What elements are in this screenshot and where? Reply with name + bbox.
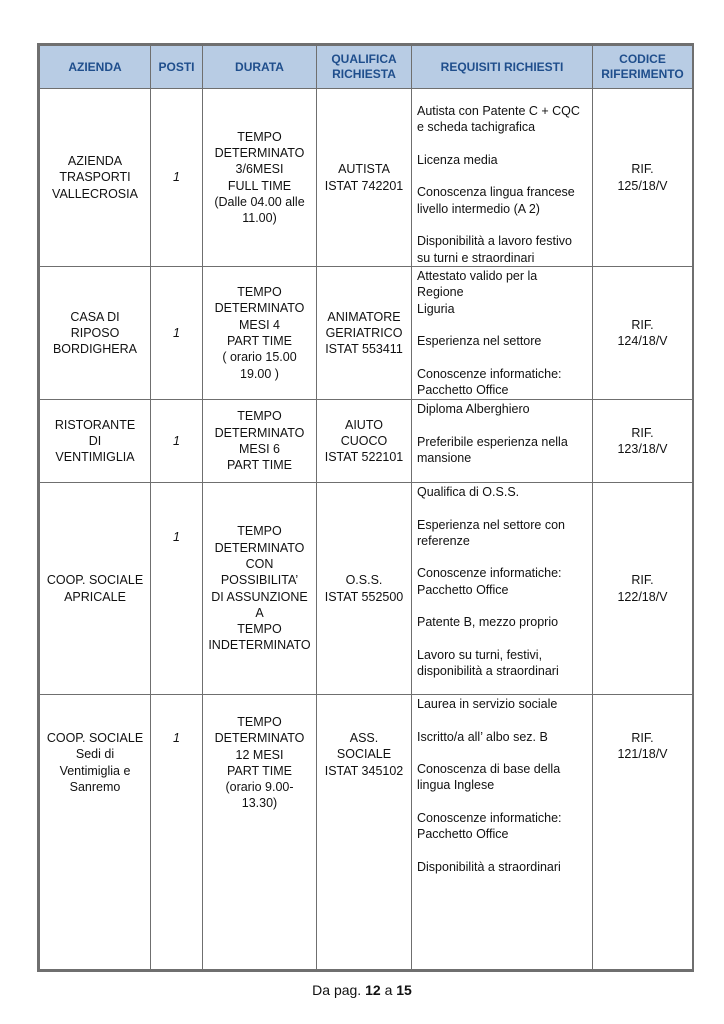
header-row [40,46,693,89]
cell-codice: RIF. 121/18/V [593,695,693,970]
cell-codice: RIF. 122/18/V [593,483,693,695]
cell-durata: TEMPO DETERMINATO 12 MESI PART TIME (orario 9.00- 13.30) [203,695,317,970]
cell-durata: TEMPO DETERMINATO MESI 6 PART TIME [203,400,317,483]
cell-qualifica: AUTISTA ISTAT 742201 [317,89,412,267]
footer-total-pages: 15 [396,982,412,998]
cell-qualifica: O.S.S. ISTAT 552500 [317,483,412,695]
table-row [40,695,693,970]
cell-codice: RIF. 125/18/V [593,89,693,267]
header-durata: DURATA [203,46,317,89]
cell-azienda: AZIENDA TRASPORTI VALLECROSIA [40,89,151,267]
job-offers-table [39,45,693,970]
cell-azienda: COOP. SOCIALE Sedi di Ventimiglia e Sanremo [40,695,151,970]
header-qualifica: QUALIFICA RICHIESTA [317,46,412,89]
cell-requisiti: Attestato valido per la Regione Liguria Esperienza nel settore Conoscenze informatiche: Pacchetto Office [412,267,593,400]
cell-posti: 1 [151,400,203,483]
cell-durata: TEMPO DETERMINATO MESI 4 PART TIME ( orario 15.00 19.00 ) [203,267,317,400]
cell-codice: RIF. 123/18/V [593,400,693,483]
footer-prefix: Da pag. [312,982,362,998]
cell-azienda: RISTORANTE DI VENTIMIGLIA [40,400,151,483]
table-row [40,483,693,695]
page-footer [0,982,724,998]
header-codice: CODICE RIFERIMENTO [593,46,693,89]
cell-posti: 1 [151,483,203,695]
footer-page-number: 12 [365,982,381,998]
cell-requisiti: Autista con Patente C + CQC e scheda tachigrafica Licenza media Conoscenza lingua francese livello intermedio (A 2) Disponibilità a lavoro festivo su turni e straordinari [412,89,593,267]
cell-azienda: CASA DI RIPOSO BORDIGHERA [40,267,151,400]
cell-requisiti: Laurea in servizio sociale Iscritto/a all’ albo sez. B Conoscenza di base della lingua Inglese Conoscenze informatiche: Pacchetto Office Disponibilità a straordinari [412,695,593,970]
footer-separator: a [384,982,393,998]
cell-azienda: COOP. SOCIALE APRICALE [40,483,151,695]
header-azienda: AZIENDA [40,46,151,89]
table-row [40,89,693,267]
header-posti: POSTI [151,46,203,89]
cell-qualifica: ASS. SOCIALE ISTAT 345102 [317,695,412,970]
cell-requisiti: Qualifica di O.S.S. Esperienza nel settore con referenze Conoscenze informatiche: Pacchetto Office Patente B, mezzo proprio Lavoro su turni, festivi, disponibilità a straordinari [412,483,593,695]
cell-qualifica: AIUTO CUOCO ISTAT 522101 [317,400,412,483]
job-offers-table-frame [37,43,694,972]
cell-posti: 1 [151,89,203,267]
cell-durata: TEMPO DETERMINATO CON POSSIBILITA’ DI ASSUNZIONE A TEMPO INDETERMINATO [203,483,317,695]
table-row [40,400,693,483]
cell-posti: 1 [151,267,203,400]
cell-durata: TEMPO DETERMINATO 3/6MESI FULL TIME (Dalle 04.00 alle 11.00) [203,89,317,267]
cell-posti: 1 [151,695,203,970]
cell-codice: RIF. 124/18/V [593,267,693,400]
header-requisiti: REQUISITI RICHIESTI [412,46,593,89]
table-row [40,267,693,400]
cell-qualifica: ANIMATORE GERIATRICO ISTAT 553411 [317,267,412,400]
cell-requisiti: Diploma Alberghiero Preferibile esperienza nella mansione [412,400,593,483]
